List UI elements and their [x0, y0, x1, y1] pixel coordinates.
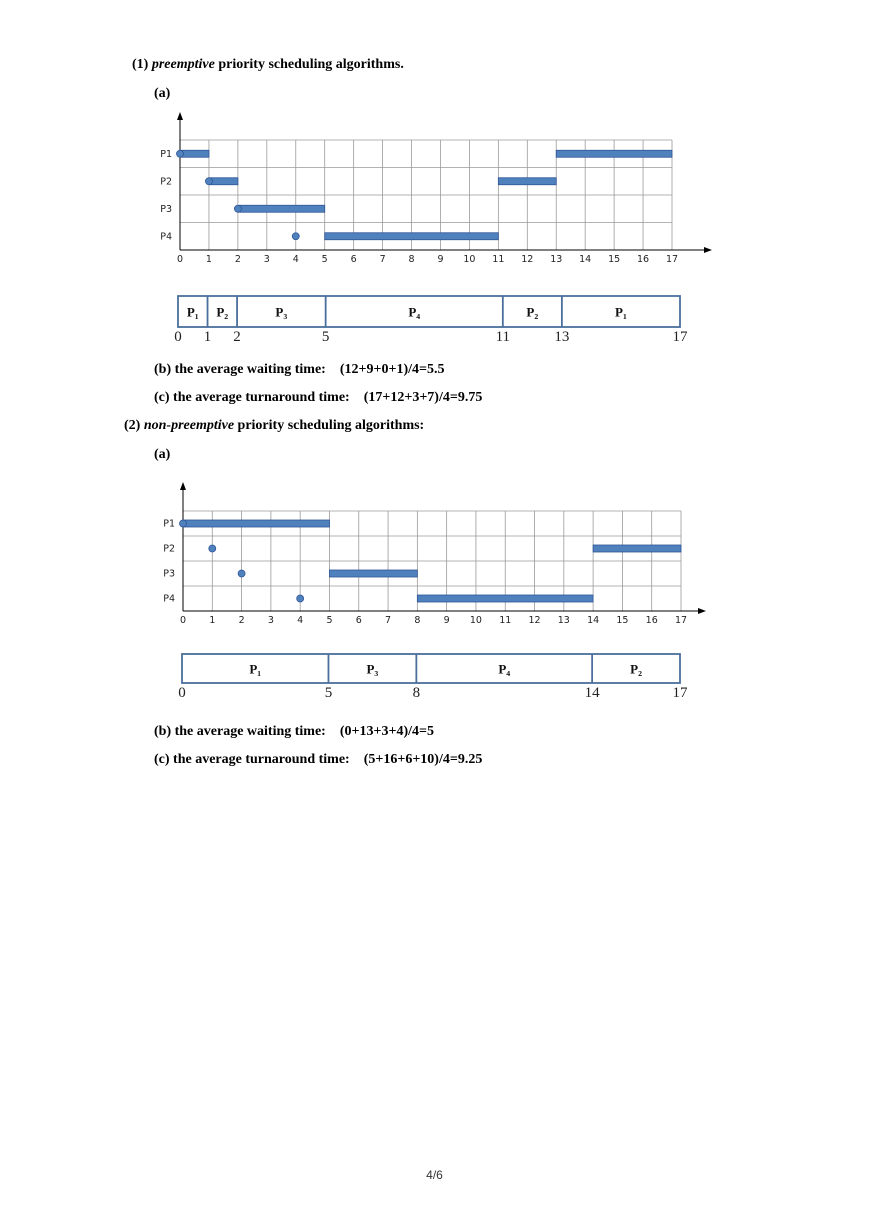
x-tick-label: 5 [321, 254, 328, 265]
part2-turnaround-time [154, 752, 482, 768]
x-tick-label: 13 [557, 615, 570, 626]
x-tick-label: 16 [645, 615, 658, 626]
x-tick-label: 1 [205, 254, 212, 265]
part1-waiting-label: (b) the average waiting time: [154, 362, 326, 377]
non-preemptive-timeline-chart [0, 480, 869, 640]
process-label-p2: P2 [160, 176, 172, 188]
gantt-segment-label: P₂ [216, 304, 229, 320]
part2-heading [124, 418, 424, 434]
part2-turnaround-label: (c) the average turnaround time: [154, 752, 350, 767]
execution-bar-p1 [556, 150, 672, 157]
x-tick-label: 10 [463, 254, 476, 265]
preemptive-gantt-chart [0, 290, 869, 350]
x-tick-label: 12 [521, 254, 534, 265]
x-tick-label: 7 [385, 615, 392, 626]
y-axis-arrow [177, 112, 183, 120]
part1-turnaround-time [154, 390, 482, 406]
part1-heading-text: priority scheduling algorithms. [218, 57, 404, 72]
arrival-point-p4 [292, 233, 299, 240]
x-tick-label: 4 [297, 615, 304, 626]
gantt-time-label: 5 [321, 329, 330, 345]
arrival-point-p3 [234, 205, 241, 212]
execution-bar-p3 [329, 570, 417, 577]
gantt-segment-label: P₁ [186, 304, 199, 320]
arrival-point-p1 [177, 150, 184, 157]
part2-waiting-time [154, 724, 434, 740]
process-label-p3: P3 [163, 568, 175, 580]
part1-number: (1) [132, 57, 149, 72]
gantt-time-label: 17 [672, 329, 688, 345]
x-tick-label: 11 [492, 254, 505, 265]
x-tick-label: 12 [528, 615, 541, 626]
process-label-p3: P3 [160, 203, 172, 215]
page-number: 4/6 [426, 1168, 443, 1182]
arrival-point-p1 [180, 520, 187, 527]
execution-bar-p4 [417, 595, 593, 602]
part1-heading [132, 57, 404, 73]
gantt-time-label: 2 [233, 329, 241, 345]
gantt-frame [178, 296, 680, 327]
part1-emphasis: preemptive [151, 57, 215, 72]
gantt-segment-label: P₃ [366, 661, 379, 677]
x-tick-label: 7 [379, 254, 386, 265]
x-tick-label: 0 [176, 254, 184, 265]
x-axis-arrow [698, 608, 706, 614]
gantt-time-label: 0 [178, 685, 186, 701]
gantt-time-label: 17 [672, 685, 688, 701]
gantt-segment-label: P₄ [498, 661, 511, 677]
x-tick-label: 14 [587, 615, 600, 626]
x-tick-label: 2 [234, 254, 241, 265]
gantt-segment-label: P₁ [615, 304, 627, 320]
process-label-p1: P1 [163, 518, 175, 530]
non-preemptive-gantt-chart [0, 648, 869, 708]
gantt-time-label: 11 [495, 329, 511, 345]
execution-bar-p4 [325, 233, 499, 240]
part1-waiting-time [154, 362, 444, 378]
x-tick-label: 13 [550, 254, 563, 265]
gantt-time-label: 0 [174, 329, 182, 345]
x-tick-label: 9 [437, 254, 444, 265]
x-tick-label: 6 [355, 615, 362, 626]
part2-heading-text: priority scheduling algorithms: [237, 418, 425, 433]
arrival-point-p4 [297, 595, 304, 602]
arrival-point-p2 [209, 545, 216, 552]
part1-turnaround-label: (c) the average turnaround time: [154, 390, 350, 405]
arrival-point-p2 [205, 178, 212, 185]
process-label-p2: P2 [163, 543, 175, 555]
x-tick-label: 11 [499, 615, 512, 626]
gantt-time-label: 8 [412, 685, 421, 701]
x-tick-label: 9 [443, 615, 450, 626]
x-tick-label: 10 [469, 615, 482, 626]
x-tick-label: 16 [637, 254, 650, 265]
process-label-p1: P1 [160, 148, 172, 160]
execution-bar-p2 [593, 545, 681, 552]
x-tick-label: 8 [408, 254, 415, 265]
x-tick-label: 14 [579, 254, 592, 265]
x-tick-label: 3 [267, 615, 274, 626]
part2-emphasis: non-preemptive [143, 418, 235, 433]
x-tick-label: 2 [238, 615, 245, 626]
gantt-segment-label: P₂ [630, 661, 642, 677]
gantt-segment-label: P₃ [275, 304, 288, 320]
gantt-segment-label: P₂ [526, 304, 539, 320]
part2-waiting-value: (0+13+3+4)/4=5 [339, 724, 434, 739]
part1-waiting-value: (12+9+0+1)/4=5.5 [339, 362, 445, 377]
x-tick-label: 15 [616, 615, 629, 626]
x-tick-label: 1 [209, 615, 216, 626]
preemptive-timeline-chart [0, 112, 869, 272]
x-tick-label: 17 [674, 615, 688, 626]
x-axis-arrow [704, 247, 712, 253]
part1-a-label: (a) [154, 86, 171, 101]
x-tick-label: 8 [414, 615, 421, 626]
execution-bar-p1 [183, 520, 329, 527]
process-label-p4: P4 [160, 231, 172, 243]
part2-turnaround-value: (5+16+6+10)/4=9.25 [363, 752, 483, 767]
y-axis-arrow [180, 482, 186, 490]
x-tick-label: 6 [350, 254, 357, 265]
part2-waiting-label: (b) the average waiting time: [154, 724, 326, 739]
x-tick-label: 4 [292, 254, 299, 265]
gantt-segment-label: P₄ [408, 304, 421, 320]
execution-bar-p2 [209, 178, 238, 185]
x-tick-label: 15 [608, 254, 621, 265]
x-tick-label: 3 [263, 254, 270, 265]
gantt-time-label: 1 [203, 329, 212, 345]
part2-number: (2) [124, 418, 141, 433]
gantt-time-label: 14 [584, 685, 600, 701]
process-label-p4: P4 [163, 593, 175, 605]
execution-bar-p1 [180, 150, 209, 157]
part2-a-label: (a) [154, 447, 171, 462]
x-tick-label: 17 [665, 254, 679, 265]
gantt-segment-label: P₁ [249, 661, 262, 677]
gantt-time-label: 13 [554, 329, 570, 345]
execution-bar-p2 [498, 178, 556, 185]
part1-turnaround-value: (17+12+3+7)/4=9.75 [363, 390, 483, 405]
execution-bar-p3 [238, 205, 325, 212]
arrival-point-p3 [238, 570, 245, 577]
gantt-time-label: 5 [324, 685, 333, 701]
x-tick-label: 0 [179, 615, 187, 626]
x-tick-label: 5 [326, 615, 333, 626]
